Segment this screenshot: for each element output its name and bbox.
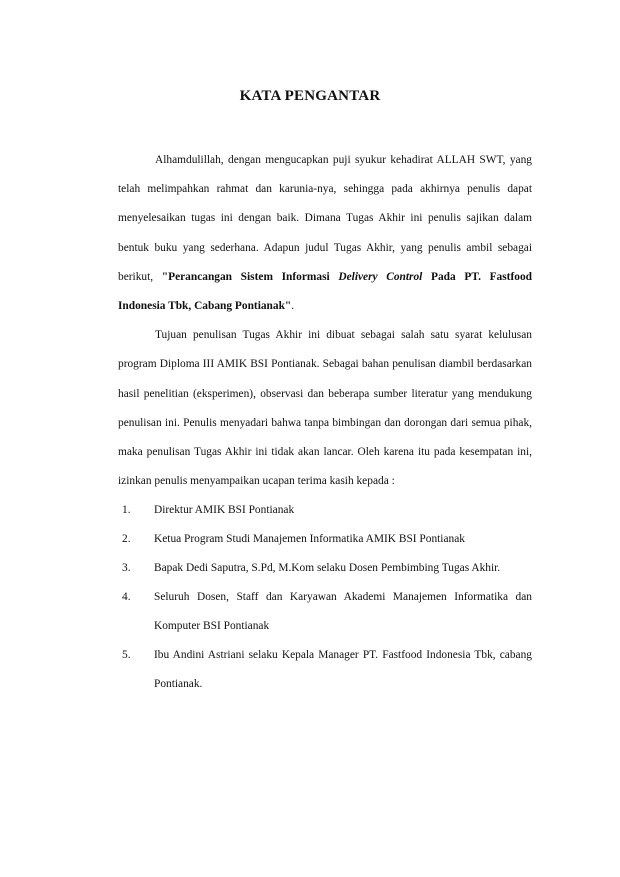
list-item	[118, 583, 532, 641]
list-item	[118, 641, 532, 699]
list-item-text: Seluruh Dosen, Staff dan Karyawan Akademi Manajemen Informatika dan Komputer BSI Pontianak	[154, 591, 532, 633]
list-item-number: 3.	[122, 562, 131, 575]
thesis-title-close: Pada PT. Fastfood Indonesia Tbk, Cabang Pontianak"	[118, 270, 532, 313]
thesis-title-open: "Perancangan Sistem Informasi	[161, 270, 339, 283]
list-item-text: Bapak Dedi Saputra, S.Pd, M.Kom selaku Dosen Pembimbing Tugas Akhir.	[154, 562, 501, 575]
list-item-text: Ibu Andini Astriani selaku Kepala Manager PT. Fastfood Indonesia Tbk, cabang Pontianak.	[154, 649, 532, 691]
page-title: KATA PENGANTAR	[239, 88, 381, 104]
list-item-text: Direktur AMIK BSI Pontianak	[154, 504, 295, 517]
acknowledgement-list	[118, 496, 532, 699]
thesis-title-italic: Delivery Control	[338, 270, 423, 283]
list-item-number: 1.	[122, 504, 131, 517]
list-item-number: 2.	[122, 533, 131, 546]
document-body	[118, 146, 532, 699]
paragraph-intro	[118, 146, 532, 321]
thesis-title	[118, 271, 532, 312]
list-item	[118, 525, 532, 554]
list-item	[118, 554, 532, 583]
list-item-number: 5.	[122, 649, 131, 662]
paragraph-intro-text: Alhamdulillah, dengan mengucapkan puji syukur kehadirat ALLAH SWT, yang telah melimpahkan rahmat dan karunia-nya, sehingga pada akhirnya penulis dapat menyelesaikan tugas ini dengan baik. Dimana Tugas Akhir ini penulis sajikan dalam bentuk buku yang sederhana. Adapun judul Tugas Akhir, yang penulis ambil sebagai berikut,	[118, 154, 532, 283]
paragraph-intro-end: .	[291, 300, 295, 313]
list-item	[118, 496, 532, 525]
list-item-number: 4.	[122, 591, 131, 604]
list-item-text: Ketua Program Studi Manajemen Informatika AMIK BSI Pontianak	[154, 533, 465, 546]
paragraph-purpose: Tujuan penulisan Tugas Akhir ini dibuat sebagai salah satu syarat kelulusan program Diploma III AMIK BSI Pontianak. Sebagai bahan penulisan diambil berdasarkan hasil penelitian (eksperimen), observasi dan beberapa sumber literatur yang mendukung penulisan ini. Penulis menyadari bahwa tanpa bimbingan dan dorongan dari semua pihak, maka penulisan Tugas Akhir ini tidak akan lancar. Oleh karena itu pada kesempatan ini, izinkan penulis menyampaikan ucapan terima kasih kepada :	[118, 329, 532, 488]
